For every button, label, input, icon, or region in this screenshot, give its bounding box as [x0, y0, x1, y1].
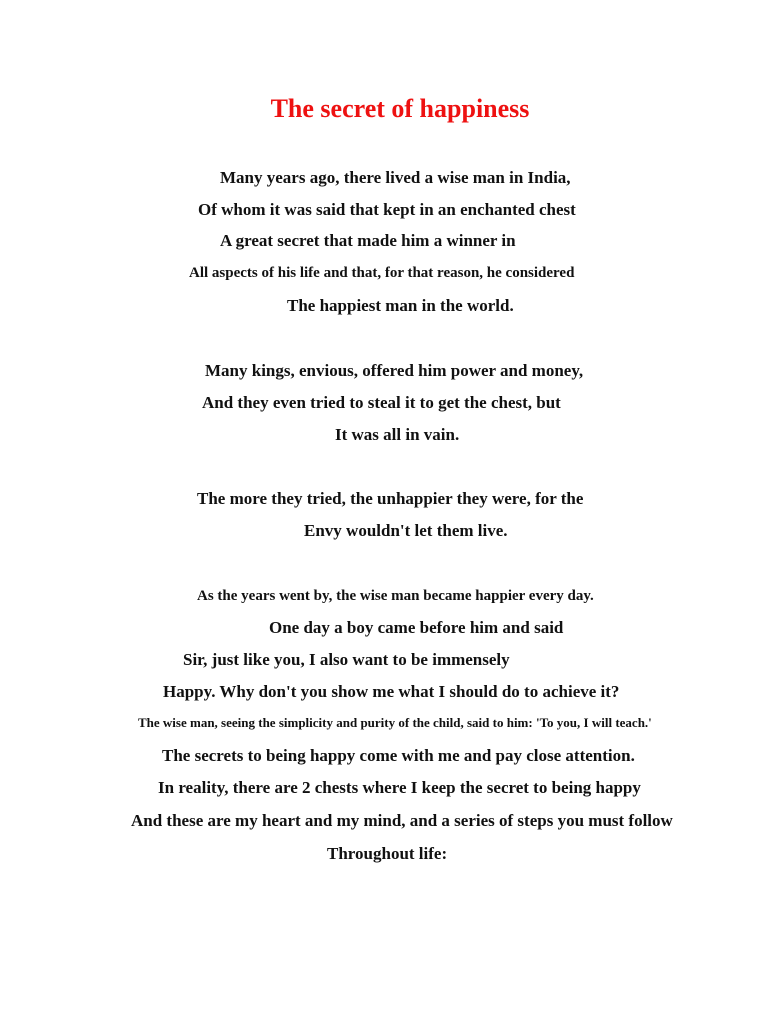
text-line: A great secret that made him a winner in	[220, 231, 516, 250]
text-line: All aspects of his life and that, for that reason, he considered	[189, 265, 575, 281]
text-line: The wise man, seeing the simplicity and purity of the child, said to him: 'To you, I will teach.'	[138, 715, 652, 730]
text-line: The more they tried, the unhappier they were, for the	[197, 489, 584, 508]
document-title: The secret of happiness	[270, 94, 530, 123]
text-line: In reality, there are 2 chests where I keep the secret to being happy	[158, 778, 641, 797]
text-line: Envy wouldn't let them live.	[304, 521, 508, 540]
text-line: Many kings, envious, offered him power and money,	[205, 361, 584, 380]
text-line: And these are my heart and my mind, and a series of steps you must follow	[131, 811, 673, 830]
text-line: Many years ago, there lived a wise man in India,	[220, 168, 571, 187]
text-line: One day a boy came before him and said	[269, 618, 564, 637]
text-line: It was all in vain.	[335, 425, 460, 444]
text-line: And they even tried to steal it to get the chest, but	[202, 393, 561, 412]
text-line: Sir, just like you, I also want to be immensely	[183, 650, 510, 669]
text-line: Happy. Why don't you show me what I should do to achieve it?	[163, 682, 620, 701]
text-line: The secrets to being happy come with me and pay close attention.	[162, 746, 635, 765]
text-line: Of whom it was said that kept in an enchanted chest	[198, 200, 576, 219]
text-line: The happiest man in the world.	[287, 296, 514, 315]
text-line: As the years went by, the wise man became happier every day.	[197, 588, 594, 604]
text-line: Throughout life:	[327, 844, 448, 863]
